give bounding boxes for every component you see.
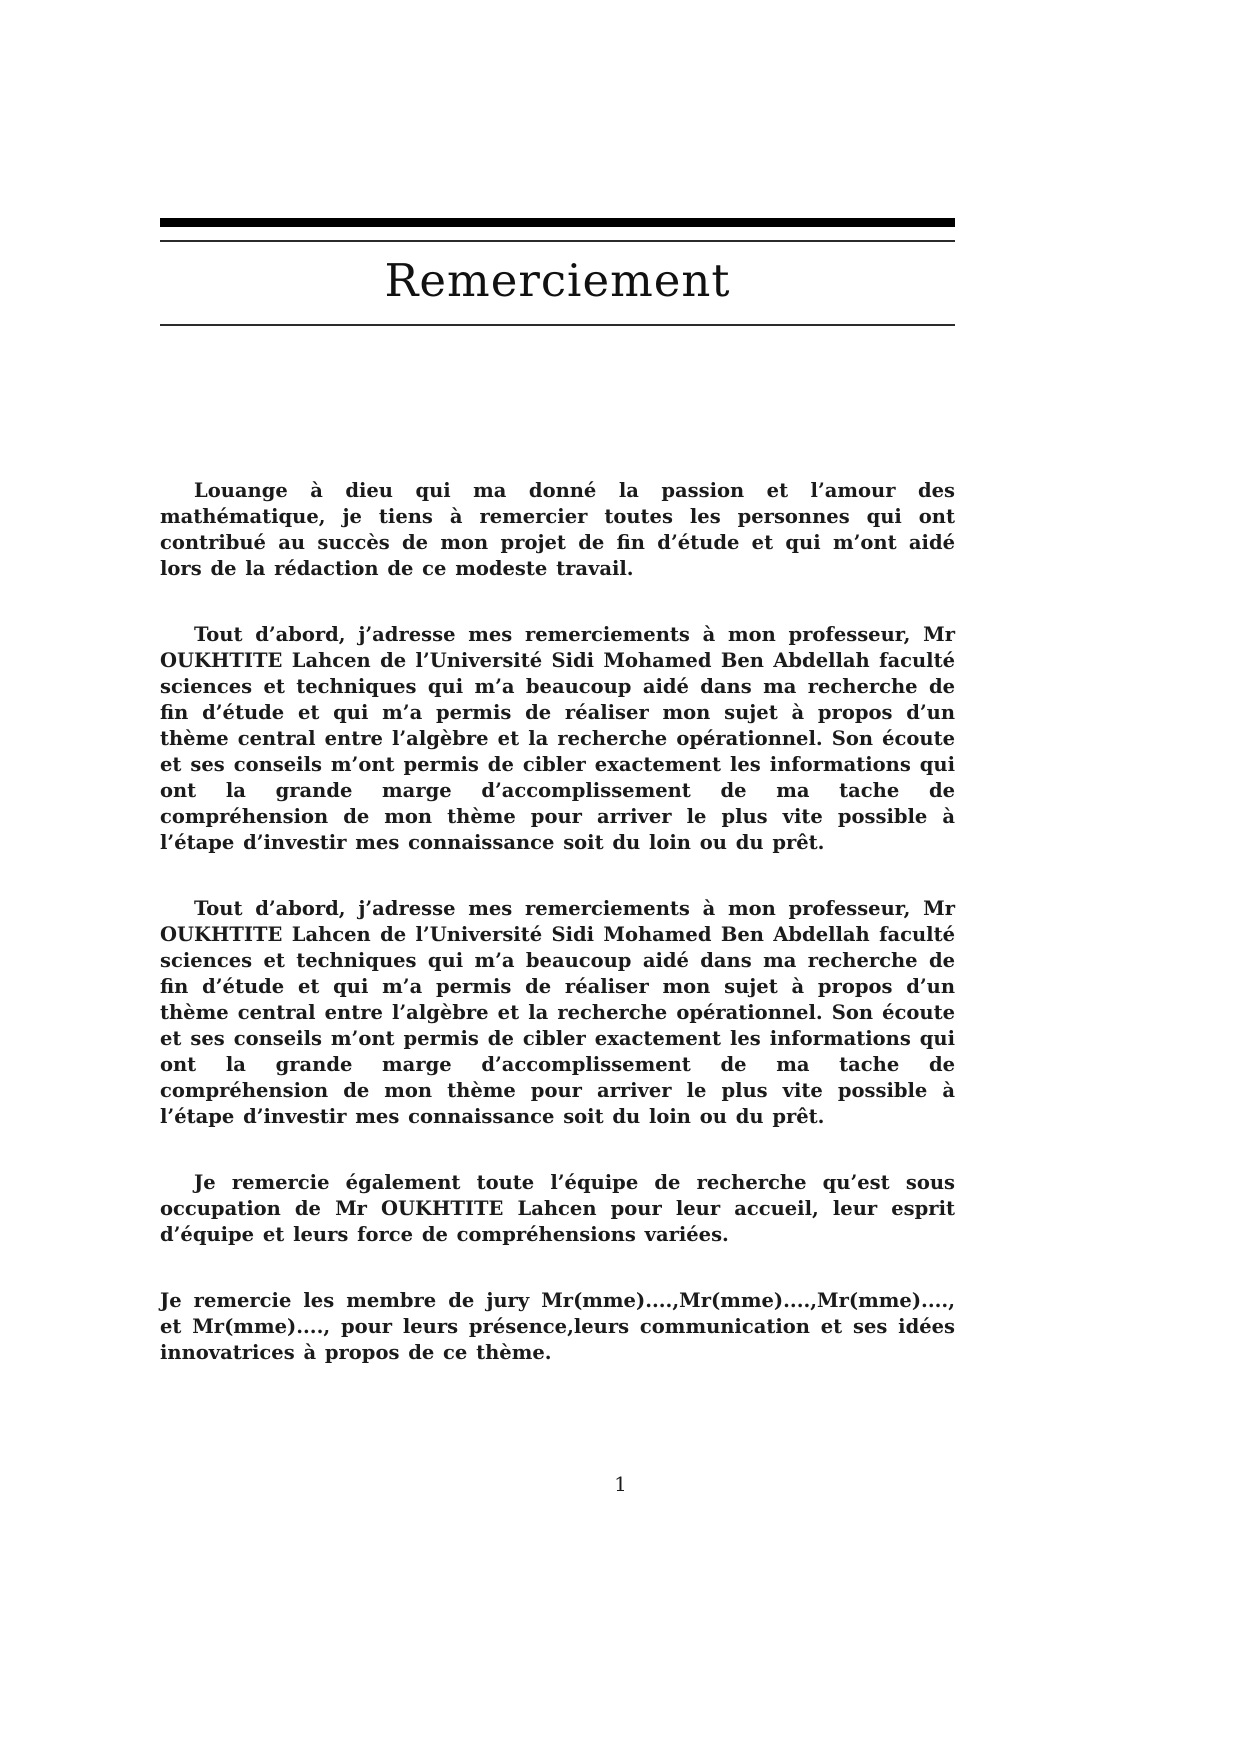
chapter-heading-thick-rule	[160, 218, 955, 227]
paragraph-4: Je remercie également toute l’équipe de recherche qu’est sous occupation de Mr OUKHTITE Lahcen pour leur accueil, leur esprit d’équipe et leurs force de compréhensions variées.	[160, 1170, 955, 1246]
paragraph-3: Tout d’abord, j’adresse mes remerciements à mon professeur, Mr OUKHTITE Lahcen de l’Université Sidi Mohamed Ben Abdellah faculté sciences et techniques qui m’a beaucoup aidé dans ma recherche de fin d’étude et qui m’a permis de réaliser mon sujet à propos d’un thème central entre l’algèbre et la recherche opérationnel. Son écoute et ses conseils m’ont permis de cibler exactement les informations qui ont la grande marge d’accomplissement de ma tache de compréhension de mon thème pour arriver le plus vite possible à l’étape d’investir mes connaissance soit du loin ou du prêt.	[160, 896, 955, 1128]
chapter-title-block	[160, 240, 955, 326]
paragraph-1: Louange à dieu qui ma donné la passion et l’amour des mathématique, je tiens à remercier toutes les personnes qui ont contribué au succès de mon projet de fin d’étude et qui m’ont aidé lors de la rédaction de ce modeste travail.	[160, 478, 955, 580]
paragraph-2: Tout d’abord, j’adresse mes remerciements à mon professeur, Mr OUKHTITE Lahcen de l’Université Sidi Mohamed Ben Abdellah faculté sciences et techniques qui m’a beaucoup aidé dans ma recherche de fin d’étude et qui m’a permis de réaliser mon sujet à propos d’un thème central entre l’algèbre et la recherche opérationnel. Son écoute et ses conseils m’ont permis de cibler exactement les informations qui ont la grande marge d’accomplissement de ma tache de compréhension de mon thème pour arriver le plus vite possible à l’étape d’investir mes connaissance soit du loin ou du prêt.	[160, 622, 955, 854]
body-text	[160, 478, 955, 1366]
page-number: 1	[614, 1472, 627, 1496]
paragraph-5: Je remercie les membre de jury Mr(mme)....,Mr(mme)....,Mr(mme)...., et Mr(mme)...., pour leurs présence,leurs communication et ses idées innovatrices à propos de ce thème.	[160, 1288, 955, 1364]
page-content	[160, 0, 955, 1406]
chapter-title: Remerciement	[384, 254, 731, 307]
